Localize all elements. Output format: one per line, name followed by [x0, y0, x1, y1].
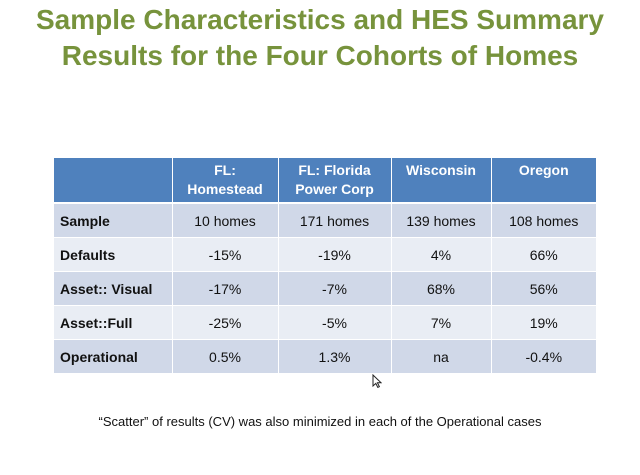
- table-cell: 66%: [491, 238, 596, 272]
- slide-title: [0, 2, 640, 74]
- table-cell: -19%: [278, 238, 391, 272]
- table-cell: 171 homes: [278, 203, 391, 238]
- arrow-cursor-icon: [372, 374, 382, 388]
- table-cell: -7%: [278, 272, 391, 306]
- table-cell: 108 homes: [491, 203, 596, 238]
- table-cell: -17%: [172, 272, 278, 306]
- table-cell: -5%: [278, 306, 391, 340]
- title-line-2: Results for the Four Cohorts of Homes: [61, 40, 579, 71]
- table-cell: 0.5%: [172, 340, 278, 374]
- table-header-row: [54, 158, 596, 203]
- footnote: “Scatter” of results (CV) was also minimized in each of the Operational cases: [98, 414, 542, 429]
- results-table: [54, 158, 596, 373]
- header-cell-empty: [54, 158, 172, 203]
- table-cell: -25%: [172, 306, 278, 340]
- header-cell-fl-florida-power-corp: FL: Florida Power Corp: [278, 158, 391, 203]
- row-label: Operational: [54, 340, 172, 374]
- table-row: [54, 272, 596, 306]
- table-cell: 68%: [391, 272, 491, 306]
- table-cell: 139 homes: [391, 203, 491, 238]
- table-cell: -15%: [172, 238, 278, 272]
- table-cell: 56%: [491, 272, 596, 306]
- table-row: [54, 340, 596, 374]
- table-cell: na: [391, 340, 491, 374]
- table-cell: 1.3%: [278, 340, 391, 374]
- table-cell: 4%: [391, 238, 491, 272]
- row-label: Asset:: Visual: [54, 272, 172, 306]
- table-cell: 7%: [391, 306, 491, 340]
- table-row: [54, 306, 596, 340]
- title-line-1: Sample Characteristics and HES Summary: [35, 4, 604, 35]
- table-row: [54, 203, 596, 238]
- table-row: [54, 238, 596, 272]
- table-cell: 10 homes: [172, 203, 278, 238]
- row-label: Defaults: [54, 238, 172, 272]
- table-cell: 19%: [491, 306, 596, 340]
- row-label: Sample: [54, 203, 172, 238]
- header-cell-fl-homestead: FL: Homestead: [172, 158, 278, 203]
- table-cell: -0.4%: [491, 340, 596, 374]
- header-cell-wisconsin: Wisconsin: [391, 158, 491, 203]
- header-cell-oregon: Oregon: [491, 158, 596, 203]
- row-label: Asset::Full: [54, 306, 172, 340]
